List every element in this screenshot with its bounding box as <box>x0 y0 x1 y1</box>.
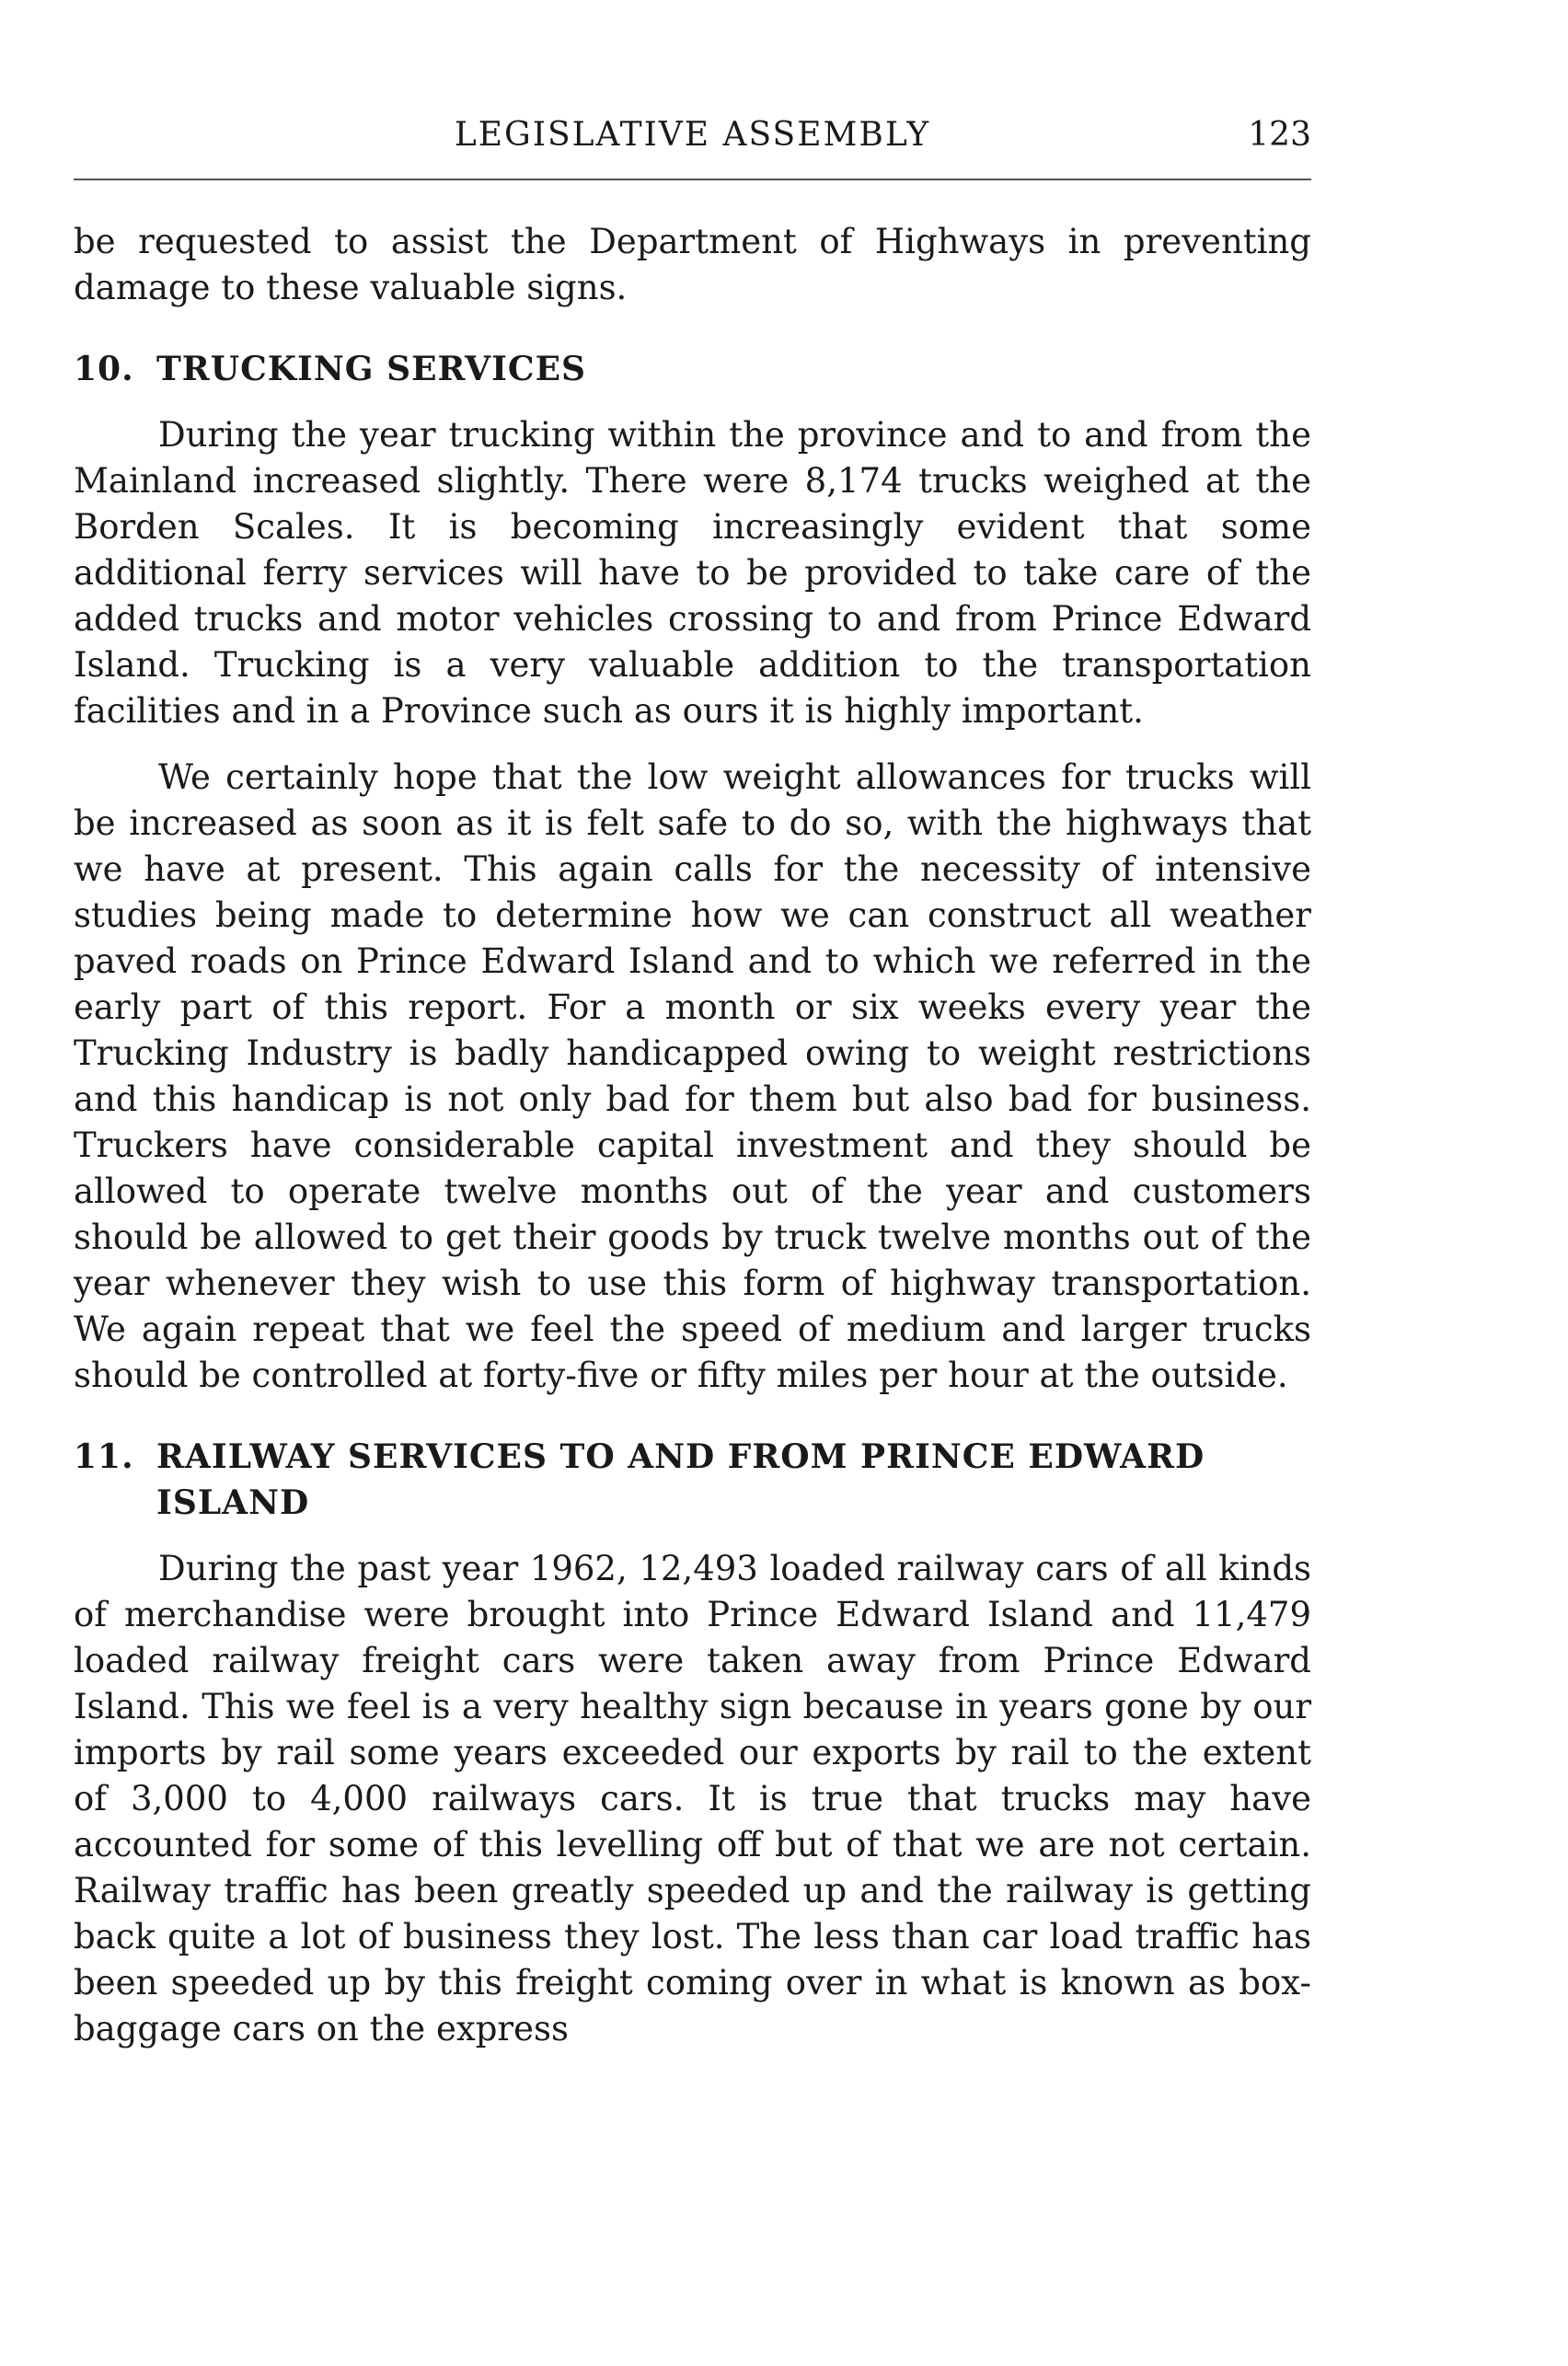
section-heading-11 <box>74 1434 1311 1526</box>
paragraph-railway-1: During the past year 1962, 12,493 loaded railway cars of all kinds of merchandise were brought into Prince Edward Island and 11,479 loaded railway freight cars were taken away from Prince Edward Island. This we feel is a very healthy sign because in years gone by our imports by rail some years exceeded our exports by rail to the extent of 3,000 to 4,000 railways cars. It is true that trucks may have accounted for some of this levelling off but of that we are not certain. Railway traffic has been greatly speeded up and the railway is getting back quite a lot of business they lost. The less than car load traffic has been speeded up by this freight coming over in what is known as box-baggage cars on the express <box>74 1549 1311 2049</box>
paragraph-trucking-2: We certainly hope that the low weight allowances for trucks will be increased as soon as it is felt safe to do so, with the highways that we have at present. This again calls for the necessity of intensive studies being made to determine how we can construct all weather paved roads on Prince Edward Island and to which we referred in the early part of this report. For a month or six weeks every year the Trucking Industry is badly handicapped owing to weight restrictions and this handicap is not only bad for them but also bad for business. Truckers have considerable capital investment and they should be allowed to operate twelve months out of the year and customers should be allowed to get their goods by truck twelve months out of the year whenever they wish to use this form of highway transportation. We again repeat that we feel the speed of medium and larger trucks should be controlled at forty-five or fifty miles per hour at the outside. <box>74 757 1311 1395</box>
page-number: 123 <box>1248 116 1311 154</box>
section-title: TRUCKING SERVICES <box>156 350 586 388</box>
section-title: RAILWAY SERVICES TO AND FROM PRINCE EDWARD ISLAND <box>156 1437 1205 1522</box>
running-title: LEGISLATIVE ASSEMBLY <box>454 116 931 154</box>
paragraph-continued: be requested to assist the Department of Highways in preventing damage to these valuable signs. <box>74 222 1311 307</box>
paragraph-trucking-1: During the year trucking within the province and to and from the Mainland increased slightly. There were 8,174 trucks weighed at the Borden Scales. It is becoming increasingly evident that some additional ferry services will have to be provided to take care of the added trucks and motor vehicles crossing to and from Prince Edward Island. Trucking is a very valuable addition to the transportation facilities and in a Province such as ours it is highly important. <box>74 415 1311 731</box>
page-body <box>74 219 1311 2052</box>
running-header <box>74 114 1311 160</box>
section-number: 10. <box>74 350 134 388</box>
header-rule <box>74 179 1311 180</box>
section-number: 11. <box>74 1437 134 1476</box>
section-heading-10 <box>74 346 1311 392</box>
